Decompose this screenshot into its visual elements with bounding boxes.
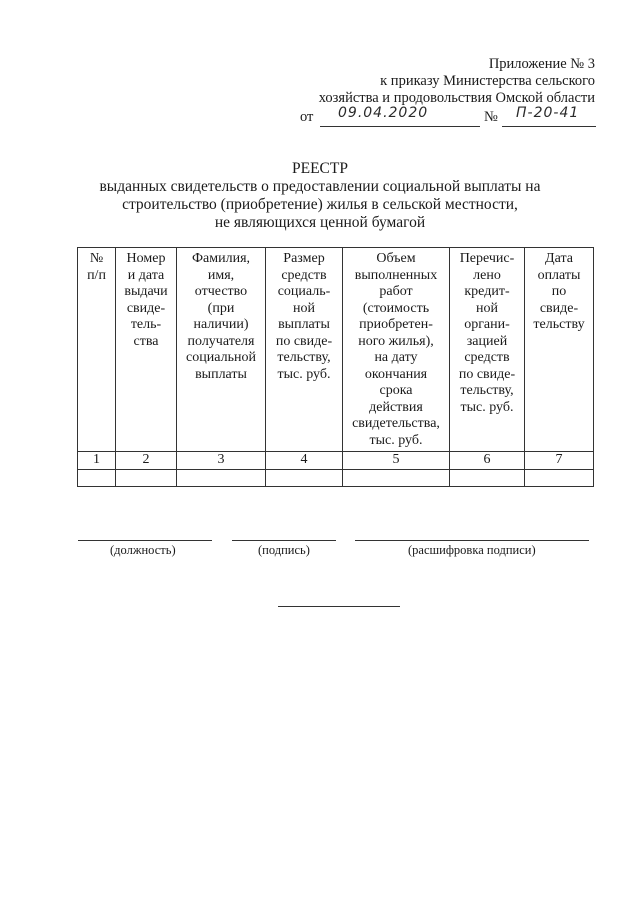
header-line: выдачи <box>124 284 168 299</box>
header-line: оплаты <box>537 267 581 283</box>
number-label: № <box>484 109 498 125</box>
header-line: тыс. руб. <box>369 432 423 448</box>
column-number: 1 <box>78 452 116 470</box>
header-line: средств <box>464 350 510 365</box>
decoding-line <box>355 540 589 541</box>
header-line: тыс. руб. <box>460 399 514 415</box>
document-title <box>0 160 640 232</box>
annex-title: Приложение № 3 <box>488 56 595 72</box>
header-line: кредит- <box>464 284 510 299</box>
header-line: социаль- <box>277 284 331 299</box>
table-cell <box>343 470 450 487</box>
header-line: ной <box>476 300 498 316</box>
empty-data-row <box>78 470 594 487</box>
date-field <box>320 105 480 127</box>
header-line: действия <box>369 399 423 415</box>
header-line: (стоимость <box>362 300 430 316</box>
header-line: свидетельства, <box>352 416 440 431</box>
position-label: (должность) <box>110 543 176 557</box>
table-cell <box>525 470 594 487</box>
order-reference <box>300 105 596 129</box>
closing-line <box>278 606 400 607</box>
header-line: средств <box>281 267 327 283</box>
table-cell <box>116 470 177 487</box>
header-cell-recipient <box>177 248 266 452</box>
table-cell <box>177 470 266 487</box>
annex-order-line: к приказу Министерства сельского <box>380 73 595 89</box>
decoding-label: (расшифровка подписи) <box>408 543 536 557</box>
header-line: № <box>89 251 104 266</box>
header-line: ства <box>133 333 159 349</box>
column-number-row <box>78 452 594 470</box>
header-line: тельству <box>533 317 585 332</box>
table-cell <box>450 470 525 487</box>
number-field <box>502 105 596 127</box>
header-line: выполненных <box>354 267 438 283</box>
header-line: (при <box>207 300 235 316</box>
header-line: Дата <box>545 251 573 266</box>
header-line: получателя <box>187 333 255 349</box>
header-line: по свиде- <box>275 333 333 349</box>
signature-line <box>232 540 336 541</box>
order-date: 09.04.2020 <box>338 105 429 121</box>
header-line: тель- <box>130 317 162 332</box>
header-line: Номер <box>126 251 166 266</box>
header-line: по свиде- <box>458 366 516 382</box>
header-line: имя, <box>207 267 235 283</box>
column-number: 2 <box>116 452 177 470</box>
header-line: отчество <box>194 284 248 299</box>
header-line: свиде- <box>126 300 166 316</box>
header-line: выплаты <box>195 366 247 382</box>
header-line: лено <box>473 267 501 283</box>
header-line: свиде- <box>539 300 579 316</box>
header-row <box>78 248 594 452</box>
header-line: работ <box>379 284 413 299</box>
signature-label: (подпись) <box>258 543 310 557</box>
table-cell <box>78 470 116 487</box>
header-cell-payment-date <box>525 248 594 452</box>
header-line: по <box>551 284 567 299</box>
header-line: тыс. руб. <box>277 366 331 382</box>
header-line: тельству, <box>277 350 331 365</box>
title-line-1: выданных свидетельств о предоставлении социальной выплаты на <box>99 178 541 195</box>
title-line-3: не являющихся ценной бумагой <box>214 214 426 231</box>
column-number: 5 <box>343 452 450 470</box>
header-cell-number <box>78 248 116 452</box>
from-label: от <box>300 109 314 125</box>
register-table <box>77 247 594 487</box>
table-cell <box>266 470 343 487</box>
header-line: Объем <box>376 251 416 266</box>
header-line: наличии) <box>193 317 249 332</box>
header-line: п/п <box>87 267 106 283</box>
header-cell-payment-size <box>266 248 343 452</box>
position-line <box>78 540 212 541</box>
header-line: выплаты <box>278 317 330 332</box>
header-line: органи- <box>464 317 510 332</box>
column-number: 6 <box>450 452 525 470</box>
header-cell-certificate <box>116 248 177 452</box>
header-line: срока <box>379 383 413 398</box>
header-line: социальной <box>186 350 256 365</box>
header-line: окончания <box>364 366 428 382</box>
header-line: приобретен- <box>359 317 433 332</box>
header-cell-work-volume <box>343 248 450 452</box>
column-number: 3 <box>177 452 266 470</box>
header-line: ного жилья), <box>358 333 434 349</box>
header-line: и дата <box>127 267 165 283</box>
title-line-2: строительство (приобретение) жилья в сельской местности, <box>122 196 518 213</box>
header-line: на дату <box>374 350 418 365</box>
annex-ministry-line: хозяйства и продовольствия Омской области <box>318 90 595 106</box>
order-number: П-20-41 <box>516 105 580 121</box>
header-line: Размер <box>283 251 325 266</box>
header-line: тельству, <box>460 383 514 398</box>
header-line: зацией <box>466 333 508 349</box>
column-number: 4 <box>266 452 343 470</box>
column-number: 7 <box>525 452 594 470</box>
annex-block <box>319 56 595 107</box>
header-line: Фамилия, <box>191 251 251 266</box>
header-cell-transferred <box>450 248 525 452</box>
title-heading: РЕЕСТР <box>292 160 348 177</box>
header-line: Перечис- <box>459 251 515 266</box>
header-line: ной <box>293 300 315 316</box>
